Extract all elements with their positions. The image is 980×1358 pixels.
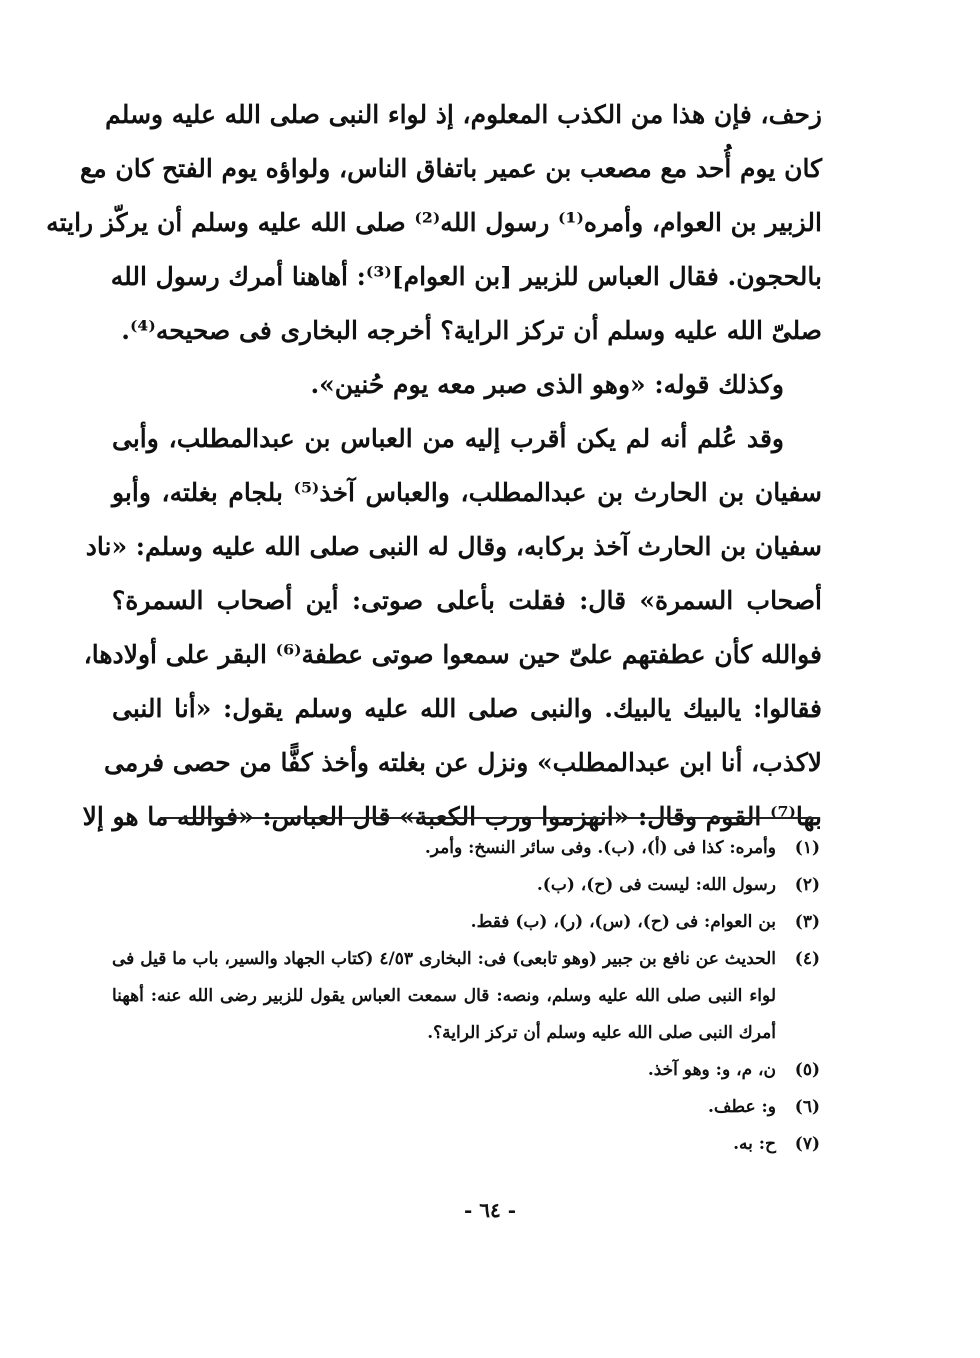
text-line-12: فقالوا: يالبيك يالبيك. والنبى صلى الله عليه وسلم يقول: «أنا النبى [112,694,822,723]
footnote [112,1126,820,1163]
footnote-text: بن العوام: فى (ح)، (س)، (ر)، (ب) فقط. [470,912,776,932]
footnote-text: الحديث عن نافع بن جبير (وهو تابعى) فى: البخارى ٤/٥٣ (كتاب الجهاد والسير، باب ما قيل فى لواء النبى صلى الله عليه وسلم، ونصه: قال سمعت العباس يقول للزبير رضى الله عنه: أههنا أمرك النبى صلى الله عليه وسلم أن تركز الراية؟. [112,949,776,1043]
footnote-number: (٧) [794,1134,820,1154]
text-line-14: بها⁽⁷⁾ القوم وقال: «انهزموا ورب الكعبة» قال العباس: «فوالله ما هو إلا [82,802,822,831]
text-line-11: فوالله كأن عطفتهم علىّ حين سمعوا صوتى عطفة⁽⁶⁾ البقر على أولادها، [83,640,822,669]
footnote-number: (٥) [794,1060,820,1080]
footnote-text: وأمره: كذا فى (أ)، (ب). وفى سائر النسخ: وأمر. [424,838,776,858]
text-line-5: صلىّ الله عليه وسلم أن تركز الراية؟ أخرجه البخارى فى صحيحه⁽⁴⁾. [121,316,822,345]
footnote-number: (٢) [794,875,820,895]
text-line-7: وقد عُلم أنه لم يكن أقرب إليه من العباس بن عبدالمطلب، وأبى [112,424,784,453]
footnote-text: رسول الله: ليست فى (ح)، (ب). [536,875,776,895]
footnotes [112,830,820,1163]
footnote-text: ن، م، و: وهو آخذ. [647,1060,776,1080]
main-text [46,88,822,844]
text-line-9: سفيان بن الحارث آخذ بركابه، وقال له النبى صلى الله عليه وسلم: «ناد [85,532,822,561]
footnote-separator [160,817,820,819]
page-number: - ٦٤ - [463,1198,516,1222]
text-line-4: بالحجون. فقال العباس للزبير [بن العوام]⁽³⁾: أهاهنا أمرك رسول الله [110,262,822,291]
footnote [112,941,820,1052]
footnote-number: (٣) [794,912,820,932]
text-line-2: كان يوم أُحد مع مصعب بن عمير باتفاق الناس، ولواؤه يوم الفتح كان مع [79,154,822,183]
text-line-8: سفيان بن الحارث بن عبدالمطلب، والعباس آخذ⁽⁵⁾ بلجام بغلته، وأبو [112,478,822,507]
footnote [112,867,820,904]
footnote-number: (٦) [794,1097,820,1117]
footnote [112,1052,820,1089]
footnote [112,904,820,941]
footnote-text: و: عطف. [707,1097,776,1117]
footnote-text: ح: به. [733,1134,776,1154]
text-line-13: لاكذب، أنا ابن عبدالمطلب» ونزل عن بغلته وأخذ كفًّا من حصى فرمى [104,748,822,777]
text-line-6: وكذلك قوله: «وهو الذى صبر معه يوم حُنين». [310,370,784,399]
footnote-number: (١) [794,838,820,858]
text-line-3: الزبير بن العوام، وأمره⁽¹⁾ رسول الله⁽²⁾ صلى الله عليه وسلم أن يركّز رايته [46,208,822,237]
footnote [112,830,820,867]
text-line-1: زحف، فإن هذا من الكذب المعلوم، إذ لواء النبى صلى الله عليه وسلم [105,100,822,129]
footnote-number: (٤) [794,949,820,969]
footnote [112,1089,820,1126]
text-line-10: أصحاب السمرة» قال: فقلت بأعلى صوتى: أين أصحاب السمرة؟ [112,586,822,615]
